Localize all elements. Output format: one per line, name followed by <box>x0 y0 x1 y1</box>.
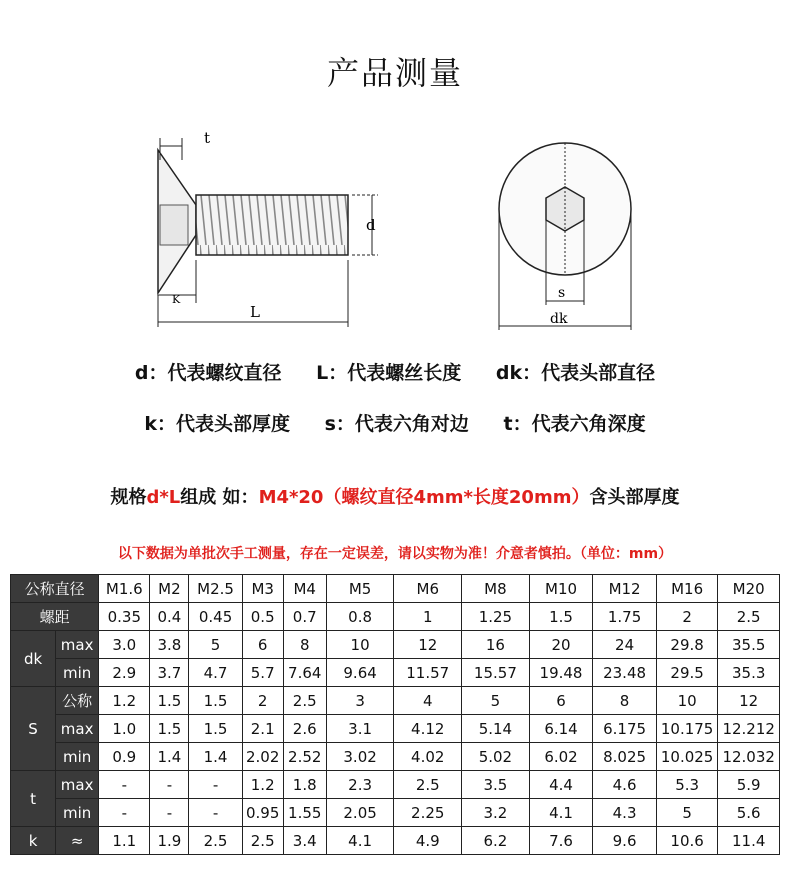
measurement-note: 以下数据为单批次手工测量，存在一定误差，请以实物为准！介意者慎拍。（单位：mm） <box>117 546 673 562</box>
table-cell: 5 <box>189 631 242 659</box>
table-cell: 0.7 <box>283 603 326 631</box>
table-cell: 29.8 <box>656 631 718 659</box>
table-cell: 1.2 <box>99 687 150 715</box>
table-cell: 2.1 <box>242 715 283 743</box>
table-cell: 0.35 <box>99 603 150 631</box>
label-d: d <box>366 216 376 234</box>
table-cell: 12 <box>394 631 462 659</box>
table-cell: 2.05 <box>326 799 394 827</box>
label-s: s <box>558 285 566 301</box>
table-cell: 7.6 <box>529 827 593 855</box>
table-cell: M12 <box>593 575 657 603</box>
k-approx-label: ≈ <box>56 827 99 855</box>
table-cell: M5 <box>326 575 394 603</box>
table-cell: 24 <box>593 631 657 659</box>
table-cell: 23.48 <box>593 659 657 687</box>
table-cell: 1.55 <box>283 799 326 827</box>
table-cell: 8.025 <box>593 743 657 771</box>
table-row-t-max <box>11 771 780 799</box>
table-cell: - <box>150 771 189 799</box>
table-row-s-min <box>11 743 780 771</box>
table-cell: 3.5 <box>462 771 530 799</box>
table-cell: 1 <box>394 603 462 631</box>
table-cell: 1.0 <box>99 715 150 743</box>
table-cell: 1.4 <box>150 743 189 771</box>
table-row-s-max <box>11 715 780 743</box>
table-cell: 2.25 <box>394 799 462 827</box>
table-cell: 2.5 <box>189 827 242 855</box>
table-cell: 1.25 <box>462 603 530 631</box>
label-dk: dk <box>550 311 568 327</box>
table-cell: 0.8 <box>326 603 394 631</box>
table-cell: - <box>189 771 242 799</box>
table-cell: 2.5 <box>718 603 780 631</box>
table-cell: 6.2 <box>462 827 530 855</box>
screw-top-view <box>499 143 631 330</box>
table-cell: M3 <box>242 575 283 603</box>
table-cell: 2.5 <box>394 771 462 799</box>
table-cell: 10.025 <box>656 743 718 771</box>
table-cell: 5 <box>462 687 530 715</box>
table-cell: M6 <box>394 575 462 603</box>
table-cell: 6.14 <box>529 715 593 743</box>
t-max-label: max <box>56 771 99 799</box>
t-min-label: min <box>56 799 99 827</box>
table-cell: 2 <box>656 603 718 631</box>
spec-line <box>0 483 790 509</box>
table-cell: 10 <box>326 631 394 659</box>
table-cell: 20 <box>529 631 593 659</box>
table-cell: M2.5 <box>189 575 242 603</box>
table-cell: 3.2 <box>462 799 530 827</box>
table-cell: 1.5 <box>150 715 189 743</box>
table-cell: 2.02 <box>242 743 283 771</box>
table-row-sizes <box>11 575 780 603</box>
table-cell: - <box>150 799 189 827</box>
table-cell: 5.02 <box>462 743 530 771</box>
table-cell: 5.7 <box>242 659 283 687</box>
table-cell: M10 <box>529 575 593 603</box>
table-cell: 2.52 <box>283 743 326 771</box>
table-cell: 6.02 <box>529 743 593 771</box>
table-cell: 19.48 <box>529 659 593 687</box>
table-cell: M1.6 <box>99 575 150 603</box>
dk-min-label: min <box>56 659 99 687</box>
table-cell: 5 <box>656 799 718 827</box>
t-label: t <box>11 771 56 827</box>
table-cell: 2.3 <box>326 771 394 799</box>
table-cell: 1.1 <box>99 827 150 855</box>
table-cell: - <box>189 799 242 827</box>
table-cell: 1.75 <box>593 603 657 631</box>
table-cell: 4.7 <box>189 659 242 687</box>
table-cell: 7.64 <box>283 659 326 687</box>
table-cell: 35.5 <box>718 631 780 659</box>
screw-side-view <box>158 138 378 327</box>
table-cell: 1.9 <box>150 827 189 855</box>
pitch-label: 螺距 <box>11 603 99 631</box>
table-cell: 1.5 <box>150 687 189 715</box>
table-cell: 1.5 <box>189 715 242 743</box>
spec-example: M4*20（螺纹直径4mm*长度20mm） <box>258 487 590 508</box>
table-cell: 0.95 <box>242 799 283 827</box>
table-cell: 11.57 <box>394 659 462 687</box>
table-cell: 6 <box>529 687 593 715</box>
table-cell: 3 <box>326 687 394 715</box>
table-cell: 2.6 <box>283 715 326 743</box>
legend-l: L：代表螺丝长度 <box>316 362 462 384</box>
table-row-s-nominal <box>11 687 780 715</box>
table-cell: M4 <box>283 575 326 603</box>
table-cell: 15.57 <box>462 659 530 687</box>
table-cell: 5.6 <box>718 799 780 827</box>
table-cell: 4 <box>394 687 462 715</box>
table-cell: 8 <box>593 687 657 715</box>
table-cell: 5.3 <box>656 771 718 799</box>
k-label: k <box>11 827 56 855</box>
table-cell: 4.02 <box>394 743 462 771</box>
spec-table <box>10 574 780 855</box>
table-cell: 29.5 <box>656 659 718 687</box>
table-cell: 1.4 <box>189 743 242 771</box>
table-cell: - <box>99 771 150 799</box>
spec-table-body <box>11 575 780 855</box>
screw-diagram <box>0 125 790 340</box>
label-t: t <box>204 129 211 147</box>
s-nominal-label: 公称 <box>56 687 99 715</box>
table-cell: 4.1 <box>326 827 394 855</box>
table-cell: 0.9 <box>99 743 150 771</box>
table-cell: M2 <box>150 575 189 603</box>
legend-dk: dk：代表头部直径 <box>495 362 656 384</box>
legend-row-2 <box>0 409 790 436</box>
table-cell: 4.6 <box>593 771 657 799</box>
spec-dl: d*L <box>146 487 181 508</box>
table-row-dk-min <box>11 659 780 687</box>
spec-suffix: 含头部厚度 <box>589 487 680 508</box>
table-cell: - <box>99 799 150 827</box>
table-cell: 3.02 <box>326 743 394 771</box>
table-row-k <box>11 827 780 855</box>
table-cell: 10.6 <box>656 827 718 855</box>
table-cell: 35.3 <box>718 659 780 687</box>
table-cell: 4.9 <box>394 827 462 855</box>
table-cell: M20 <box>718 575 780 603</box>
table-cell: 8 <box>283 631 326 659</box>
table-cell: 2 <box>242 687 283 715</box>
table-cell: 11.4 <box>718 827 780 855</box>
legend-row-1 <box>0 358 790 385</box>
legend-s: s：代表六角对边 <box>324 413 469 435</box>
table-cell: 6 <box>242 631 283 659</box>
table-cell: 3.7 <box>150 659 189 687</box>
table-row-t-min <box>11 799 780 827</box>
table-cell: 9.64 <box>326 659 394 687</box>
table-cell: 4.1 <box>529 799 593 827</box>
spec-mid: 组成 如： <box>180 487 259 508</box>
legend-d: d：代表螺纹直径 <box>134 362 282 384</box>
table-cell: M8 <box>462 575 530 603</box>
table-cell: 1.8 <box>283 771 326 799</box>
table-cell: 0.45 <box>189 603 242 631</box>
s-min-label: min <box>56 743 99 771</box>
header-label: 公称直径 <box>11 575 99 603</box>
table-row-dk-max <box>11 631 780 659</box>
table-cell: 6.175 <box>593 715 657 743</box>
table-cell: 12 <box>718 687 780 715</box>
table-cell: 1.5 <box>189 687 242 715</box>
table-cell: 1.5 <box>529 603 593 631</box>
table-cell: 12.212 <box>718 715 780 743</box>
table-cell: M16 <box>656 575 718 603</box>
table-cell: 4.3 <box>593 799 657 827</box>
table-cell: 0.4 <box>150 603 189 631</box>
legend-t: t：代表六角深度 <box>503 413 646 435</box>
table-cell: 16 <box>462 631 530 659</box>
table-cell: 2.5 <box>242 827 283 855</box>
spec-prefix: 规格 <box>110 487 147 508</box>
table-cell: 4.4 <box>529 771 593 799</box>
table-cell: 5.9 <box>718 771 780 799</box>
table-cell: 2.5 <box>283 687 326 715</box>
table-cell: 3.0 <box>99 631 150 659</box>
table-cell: 12.032 <box>718 743 780 771</box>
table-cell: 10.175 <box>656 715 718 743</box>
label-k: K <box>172 293 181 306</box>
label-l: L <box>250 303 260 321</box>
s-label: S <box>11 687 56 771</box>
table-row-pitch <box>11 603 780 631</box>
table-cell: 4.12 <box>394 715 462 743</box>
table-cell: 3.4 <box>283 827 326 855</box>
table-cell: 3.1 <box>326 715 394 743</box>
table-cell: 10 <box>656 687 718 715</box>
dk-label: dk <box>11 631 56 687</box>
table-cell: 9.6 <box>593 827 657 855</box>
table-cell: 2.9 <box>99 659 150 687</box>
dk-max-label: max <box>56 631 99 659</box>
table-cell: 3.8 <box>150 631 189 659</box>
table-cell: 1.2 <box>242 771 283 799</box>
table-cell: 0.5 <box>242 603 283 631</box>
page-title: 产品测量 <box>326 54 463 92</box>
s-max-label: max <box>56 715 99 743</box>
table-cell: 5.14 <box>462 715 530 743</box>
legend-k: k：代表头部厚度 <box>144 413 290 435</box>
